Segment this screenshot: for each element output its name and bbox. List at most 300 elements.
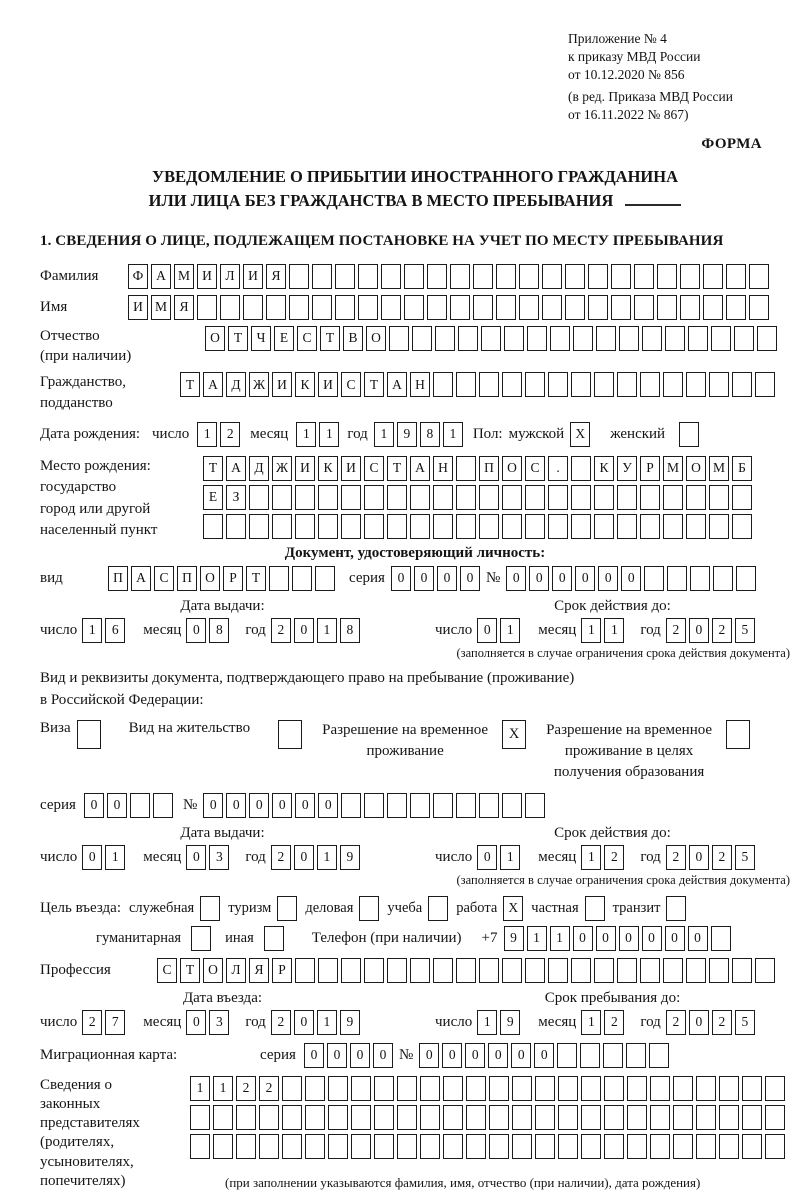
char-cell[interactable] xyxy=(502,485,522,510)
char-cell[interactable]: 2 xyxy=(712,618,732,643)
char-cell[interactable]: П xyxy=(177,566,197,591)
purpose-tranzit-checkbox[interactable] xyxy=(666,896,686,921)
char-cell[interactable]: 2 xyxy=(220,422,240,447)
char-cell[interactable]: 9 xyxy=(504,926,524,951)
char-cell[interactable]: Т xyxy=(364,372,384,397)
char-cell[interactable]: 0 xyxy=(689,1010,709,1035)
char-cell[interactable] xyxy=(755,372,775,397)
char-cell[interactable] xyxy=(558,1134,578,1159)
char-cell[interactable] xyxy=(627,1134,647,1159)
char-cell[interactable]: 0 xyxy=(304,1043,324,1068)
char-cell[interactable]: 0 xyxy=(414,566,434,591)
char-cell[interactable] xyxy=(535,1105,555,1130)
char-cell[interactable] xyxy=(627,1105,647,1130)
char-cell[interactable] xyxy=(525,372,545,397)
char-cell[interactable] xyxy=(213,1105,233,1130)
char-cell[interactable] xyxy=(650,1105,670,1130)
char-cell[interactable]: 0 xyxy=(203,793,223,818)
char-cell[interactable] xyxy=(259,1134,279,1159)
char-cell[interactable] xyxy=(640,372,660,397)
char-cell[interactable] xyxy=(381,264,401,289)
char-cell[interactable] xyxy=(588,295,608,320)
char-cell[interactable] xyxy=(351,1134,371,1159)
char-cell[interactable]: С xyxy=(364,456,384,481)
char-cell[interactable]: 1 xyxy=(500,845,520,870)
char-cell[interactable] xyxy=(456,485,476,510)
char-cell[interactable] xyxy=(512,1134,532,1159)
char-cell[interactable] xyxy=(640,514,660,539)
char-cell[interactable] xyxy=(305,1076,325,1101)
char-cell[interactable] xyxy=(130,793,150,818)
char-cell[interactable] xyxy=(709,958,729,983)
char-cell[interactable] xyxy=(640,958,660,983)
char-cell[interactable] xyxy=(318,485,338,510)
char-cell[interactable] xyxy=(387,514,407,539)
char-cell[interactable]: 5 xyxy=(735,845,755,870)
char-cell[interactable] xyxy=(381,295,401,320)
char-cell[interactable] xyxy=(397,1105,417,1130)
char-cell[interactable] xyxy=(443,1076,463,1101)
char-cell[interactable] xyxy=(341,485,361,510)
char-cell[interactable] xyxy=(289,264,309,289)
char-cell[interactable] xyxy=(312,295,332,320)
char-cell[interactable]: Н xyxy=(410,372,430,397)
char-cell[interactable] xyxy=(665,326,685,351)
char-cell[interactable]: Р xyxy=(640,456,660,481)
char-cell[interactable] xyxy=(709,372,729,397)
char-cell[interactable] xyxy=(397,1076,417,1101)
char-cell[interactable] xyxy=(502,514,522,539)
char-cell[interactable] xyxy=(387,958,407,983)
char-cell[interactable] xyxy=(358,295,378,320)
char-cell[interactable] xyxy=(673,1105,693,1130)
char-cell[interactable] xyxy=(266,295,286,320)
char-cell[interactable] xyxy=(604,1105,624,1130)
char-cell[interactable] xyxy=(765,1134,785,1159)
char-cell[interactable]: 8 xyxy=(209,618,229,643)
char-cell[interactable] xyxy=(548,514,568,539)
char-cell[interactable]: Т xyxy=(180,958,200,983)
char-cell[interactable] xyxy=(742,1105,762,1130)
char-cell[interactable]: Т xyxy=(180,372,200,397)
char-cell[interactable]: 3 xyxy=(209,1010,229,1035)
char-cell[interactable] xyxy=(481,326,501,351)
char-cell[interactable]: 0 xyxy=(689,618,709,643)
char-cell[interactable]: А xyxy=(226,456,246,481)
char-cell[interactable] xyxy=(588,264,608,289)
char-cell[interactable] xyxy=(617,372,637,397)
char-cell[interactable] xyxy=(571,372,591,397)
purpose-turizm-checkbox[interactable] xyxy=(277,896,297,921)
char-cell[interactable] xyxy=(410,793,430,818)
char-cell[interactable]: 0 xyxy=(272,793,292,818)
char-cell[interactable] xyxy=(328,1105,348,1130)
char-cell[interactable]: 1 xyxy=(197,422,217,447)
char-cell[interactable]: 0 xyxy=(186,1010,206,1035)
char-cell[interactable] xyxy=(466,1134,486,1159)
char-cell[interactable] xyxy=(686,514,706,539)
char-cell[interactable]: М xyxy=(709,456,729,481)
char-cell[interactable] xyxy=(726,264,746,289)
char-cell[interactable]: И xyxy=(128,295,148,320)
char-cell[interactable] xyxy=(328,1076,348,1101)
char-cell[interactable]: 0 xyxy=(294,1010,314,1035)
char-cell[interactable] xyxy=(581,1105,601,1130)
char-cell[interactable] xyxy=(456,958,476,983)
char-cell[interactable] xyxy=(249,514,269,539)
char-cell[interactable]: 1 xyxy=(317,845,337,870)
char-cell[interactable]: Т xyxy=(203,456,223,481)
char-cell[interactable] xyxy=(420,1076,440,1101)
char-cell[interactable] xyxy=(604,1134,624,1159)
char-cell[interactable]: 0 xyxy=(437,566,457,591)
char-cell[interactable] xyxy=(690,566,710,591)
char-cell[interactable]: 1 xyxy=(190,1076,210,1101)
char-cell[interactable]: С xyxy=(525,456,545,481)
char-cell[interactable]: 2 xyxy=(712,845,732,870)
char-cell[interactable]: О xyxy=(205,326,225,351)
char-cell[interactable]: 0 xyxy=(186,618,206,643)
char-cell[interactable] xyxy=(581,1134,601,1159)
char-cell[interactable]: 1 xyxy=(374,422,394,447)
char-cell[interactable] xyxy=(213,1134,233,1159)
char-cell[interactable]: 0 xyxy=(226,793,246,818)
char-cell[interactable] xyxy=(644,566,664,591)
char-cell[interactable] xyxy=(617,958,637,983)
char-cell[interactable] xyxy=(548,958,568,983)
char-cell[interactable] xyxy=(627,1076,647,1101)
char-cell[interactable] xyxy=(525,958,545,983)
char-cell[interactable]: 0 xyxy=(575,566,595,591)
char-cell[interactable]: Д xyxy=(226,372,246,397)
char-cell[interactable] xyxy=(358,264,378,289)
char-cell[interactable]: 1 xyxy=(443,422,463,447)
char-cell[interactable] xyxy=(466,1076,486,1101)
char-cell[interactable] xyxy=(364,514,384,539)
char-cell[interactable]: 8 xyxy=(340,618,360,643)
char-cell[interactable] xyxy=(410,514,430,539)
char-cell[interactable] xyxy=(736,566,756,591)
char-cell[interactable] xyxy=(703,295,723,320)
char-cell[interactable]: 7 xyxy=(105,1010,125,1035)
char-cell[interactable]: Л xyxy=(220,264,240,289)
char-cell[interactable] xyxy=(619,326,639,351)
char-cell[interactable]: И xyxy=(295,456,315,481)
char-cell[interactable]: Б xyxy=(732,456,752,481)
char-cell[interactable] xyxy=(709,514,729,539)
char-cell[interactable]: 0 xyxy=(327,1043,347,1068)
char-cell[interactable] xyxy=(755,958,775,983)
char-cell[interactable]: 1 xyxy=(82,618,102,643)
char-cell[interactable]: 0 xyxy=(506,566,526,591)
char-cell[interactable]: 1 xyxy=(527,926,547,951)
char-cell[interactable] xyxy=(197,295,217,320)
char-cell[interactable] xyxy=(433,514,453,539)
char-cell[interactable] xyxy=(673,1134,693,1159)
char-cell[interactable] xyxy=(374,1076,394,1101)
char-cell[interactable]: 2 xyxy=(271,845,291,870)
char-cell[interactable] xyxy=(473,295,493,320)
char-cell[interactable] xyxy=(341,793,361,818)
char-cell[interactable] xyxy=(711,926,731,951)
temp-residence-checkbox[interactable]: X xyxy=(502,720,526,749)
char-cell[interactable]: И xyxy=(341,456,361,481)
char-cell[interactable] xyxy=(650,1076,670,1101)
char-cell[interactable]: 2 xyxy=(666,618,686,643)
char-cell[interactable] xyxy=(525,514,545,539)
char-cell[interactable] xyxy=(282,1134,302,1159)
char-cell[interactable] xyxy=(604,1076,624,1101)
char-cell[interactable] xyxy=(640,485,660,510)
char-cell[interactable]: 0 xyxy=(689,845,709,870)
char-cell[interactable]: 1 xyxy=(604,618,624,643)
char-cell[interactable] xyxy=(190,1134,210,1159)
char-cell[interactable] xyxy=(364,793,384,818)
char-cell[interactable] xyxy=(703,264,723,289)
char-cell[interactable]: М xyxy=(663,456,683,481)
char-cell[interactable] xyxy=(269,566,289,591)
char-cell[interactable] xyxy=(525,485,545,510)
char-cell[interactable]: 1 xyxy=(296,422,316,447)
char-cell[interactable] xyxy=(680,295,700,320)
char-cell[interactable] xyxy=(450,295,470,320)
char-cell[interactable] xyxy=(496,295,516,320)
char-cell[interactable] xyxy=(433,958,453,983)
char-cell[interactable] xyxy=(732,372,752,397)
char-cell[interactable]: 6 xyxy=(105,618,125,643)
char-cell[interactable]: Е xyxy=(274,326,294,351)
purpose-gumanitarnaya-checkbox[interactable] xyxy=(191,926,211,951)
char-cell[interactable] xyxy=(489,1105,509,1130)
char-cell[interactable]: 1 xyxy=(105,845,125,870)
char-cell[interactable] xyxy=(435,326,455,351)
char-cell[interactable]: 0 xyxy=(442,1043,462,1068)
char-cell[interactable] xyxy=(732,958,752,983)
char-cell[interactable]: 0 xyxy=(391,566,411,591)
char-cell[interactable]: 2 xyxy=(666,845,686,870)
char-cell[interactable] xyxy=(387,793,407,818)
char-cell[interactable] xyxy=(443,1105,463,1130)
char-cell[interactable]: 0 xyxy=(552,566,572,591)
char-cell[interactable]: П xyxy=(479,456,499,481)
char-cell[interactable]: 1 xyxy=(319,422,339,447)
char-cell[interactable]: 2 xyxy=(271,1010,291,1035)
char-cell[interactable]: 0 xyxy=(488,1043,508,1068)
sex-male-checkbox[interactable]: X xyxy=(570,422,590,447)
char-cell[interactable] xyxy=(719,1105,739,1130)
char-cell[interactable]: 9 xyxy=(340,845,360,870)
char-cell[interactable] xyxy=(479,793,499,818)
char-cell[interactable] xyxy=(719,1134,739,1159)
char-cell[interactable] xyxy=(420,1134,440,1159)
char-cell[interactable] xyxy=(427,264,447,289)
char-cell[interactable]: Ж xyxy=(272,456,292,481)
char-cell[interactable] xyxy=(713,566,733,591)
char-cell[interactable] xyxy=(571,485,591,510)
char-cell[interactable] xyxy=(236,1134,256,1159)
char-cell[interactable] xyxy=(328,1134,348,1159)
char-cell[interactable]: 0 xyxy=(460,566,480,591)
char-cell[interactable]: 0 xyxy=(534,1043,554,1068)
char-cell[interactable]: 2 xyxy=(604,845,624,870)
char-cell[interactable]: 5 xyxy=(735,1010,755,1035)
char-cell[interactable]: З xyxy=(226,485,246,510)
char-cell[interactable]: 1 xyxy=(550,926,570,951)
char-cell[interactable] xyxy=(548,485,568,510)
char-cell[interactable]: К xyxy=(594,456,614,481)
purpose-rabota-checkbox[interactable]: X xyxy=(503,896,523,921)
char-cell[interactable]: Т xyxy=(246,566,266,591)
char-cell[interactable]: . xyxy=(548,456,568,481)
char-cell[interactable] xyxy=(502,958,522,983)
char-cell[interactable]: 2 xyxy=(271,618,291,643)
char-cell[interactable] xyxy=(351,1105,371,1130)
purpose-delovaya-checkbox[interactable] xyxy=(359,896,379,921)
char-cell[interactable]: А xyxy=(410,456,430,481)
char-cell[interactable]: 0 xyxy=(665,926,685,951)
char-cell[interactable]: 0 xyxy=(529,566,549,591)
char-cell[interactable] xyxy=(389,326,409,351)
char-cell[interactable] xyxy=(548,372,568,397)
char-cell[interactable]: 3 xyxy=(209,845,229,870)
residence-permit-checkbox[interactable] xyxy=(278,720,302,749)
char-cell[interactable]: 0 xyxy=(249,793,269,818)
char-cell[interactable] xyxy=(749,264,769,289)
char-cell[interactable] xyxy=(742,1076,762,1101)
char-cell[interactable] xyxy=(742,1134,762,1159)
char-cell[interactable]: 0 xyxy=(688,926,708,951)
char-cell[interactable] xyxy=(466,1105,486,1130)
char-cell[interactable]: Т xyxy=(387,456,407,481)
char-cell[interactable] xyxy=(226,514,246,539)
char-cell[interactable] xyxy=(410,485,430,510)
purpose-chastnaya-checkbox[interactable] xyxy=(585,896,605,921)
char-cell[interactable]: К xyxy=(295,372,315,397)
char-cell[interactable]: Д xyxy=(249,456,269,481)
char-cell[interactable] xyxy=(272,485,292,510)
char-cell[interactable] xyxy=(649,1043,669,1068)
char-cell[interactable] xyxy=(594,485,614,510)
purpose-sluzhebnaya-checkbox[interactable] xyxy=(200,896,220,921)
char-cell[interactable] xyxy=(663,372,683,397)
char-cell[interactable]: Т xyxy=(228,326,248,351)
char-cell[interactable] xyxy=(626,1043,646,1068)
char-cell[interactable] xyxy=(249,485,269,510)
char-cell[interactable]: 0 xyxy=(419,1043,439,1068)
char-cell[interactable] xyxy=(479,514,499,539)
char-cell[interactable] xyxy=(243,295,263,320)
char-cell[interactable] xyxy=(433,485,453,510)
char-cell[interactable] xyxy=(351,1076,371,1101)
char-cell[interactable]: А xyxy=(151,264,171,289)
char-cell[interactable]: И xyxy=(272,372,292,397)
char-cell[interactable]: 0 xyxy=(465,1043,485,1068)
char-cell[interactable]: И xyxy=(197,264,217,289)
char-cell[interactable] xyxy=(558,1076,578,1101)
char-cell[interactable] xyxy=(580,1043,600,1068)
char-cell[interactable] xyxy=(341,514,361,539)
char-cell[interactable] xyxy=(557,1043,577,1068)
char-cell[interactable] xyxy=(749,295,769,320)
char-cell[interactable] xyxy=(542,295,562,320)
char-cell[interactable]: П xyxy=(108,566,128,591)
char-cell[interactable] xyxy=(611,264,631,289)
char-cell[interactable] xyxy=(458,326,478,351)
char-cell[interactable] xyxy=(550,326,570,351)
visa-checkbox[interactable] xyxy=(77,720,101,749)
char-cell[interactable] xyxy=(318,958,338,983)
char-cell[interactable]: 1 xyxy=(317,1010,337,1035)
char-cell[interactable] xyxy=(565,264,585,289)
char-cell[interactable]: 0 xyxy=(511,1043,531,1068)
char-cell[interactable] xyxy=(312,264,332,289)
char-cell[interactable] xyxy=(295,485,315,510)
char-cell[interactable]: 0 xyxy=(84,793,104,818)
char-cell[interactable] xyxy=(650,1134,670,1159)
char-cell[interactable]: 0 xyxy=(477,845,497,870)
char-cell[interactable] xyxy=(634,295,654,320)
char-cell[interactable]: С xyxy=(341,372,361,397)
char-cell[interactable]: С xyxy=(154,566,174,591)
char-cell[interactable] xyxy=(420,1105,440,1130)
char-cell[interactable] xyxy=(732,485,752,510)
char-cell[interactable] xyxy=(456,514,476,539)
char-cell[interactable] xyxy=(512,1105,532,1130)
char-cell[interactable]: 0 xyxy=(82,845,102,870)
purpose-inaya-checkbox[interactable] xyxy=(264,926,284,951)
char-cell[interactable] xyxy=(525,793,545,818)
char-cell[interactable] xyxy=(433,793,453,818)
char-cell[interactable]: 2 xyxy=(236,1076,256,1101)
char-cell[interactable]: 2 xyxy=(82,1010,102,1035)
char-cell[interactable]: О xyxy=(502,456,522,481)
char-cell[interactable] xyxy=(335,295,355,320)
char-cell[interactable] xyxy=(686,485,706,510)
temp-residence-edu-checkbox[interactable] xyxy=(726,720,750,749)
char-cell[interactable]: О xyxy=(203,958,223,983)
char-cell[interactable] xyxy=(719,1076,739,1101)
char-cell[interactable] xyxy=(318,514,338,539)
char-cell[interactable] xyxy=(594,958,614,983)
char-cell[interactable]: 9 xyxy=(340,1010,360,1035)
char-cell[interactable]: 0 xyxy=(295,793,315,818)
char-cell[interactable] xyxy=(696,1134,716,1159)
char-cell[interactable] xyxy=(479,485,499,510)
char-cell[interactable] xyxy=(190,1105,210,1130)
char-cell[interactable]: Р xyxy=(272,958,292,983)
char-cell[interactable]: 5 xyxy=(735,618,755,643)
char-cell[interactable]: 0 xyxy=(107,793,127,818)
char-cell[interactable]: 0 xyxy=(621,566,641,591)
char-cell[interactable] xyxy=(573,326,593,351)
char-cell[interactable]: Я xyxy=(266,264,286,289)
char-cell[interactable] xyxy=(527,326,547,351)
char-cell[interactable]: Р xyxy=(223,566,243,591)
char-cell[interactable]: О xyxy=(200,566,220,591)
char-cell[interactable]: 0 xyxy=(294,618,314,643)
char-cell[interactable] xyxy=(412,326,432,351)
char-cell[interactable]: 2 xyxy=(604,1010,624,1035)
char-cell[interactable] xyxy=(456,456,476,481)
char-cell[interactable]: С xyxy=(157,958,177,983)
char-cell[interactable]: 1 xyxy=(581,1010,601,1035)
char-cell[interactable] xyxy=(565,295,585,320)
char-cell[interactable] xyxy=(757,326,777,351)
char-cell[interactable] xyxy=(558,1105,578,1130)
char-cell[interactable] xyxy=(295,514,315,539)
char-cell[interactable]: 0 xyxy=(477,618,497,643)
char-cell[interactable]: 8 xyxy=(420,422,440,447)
